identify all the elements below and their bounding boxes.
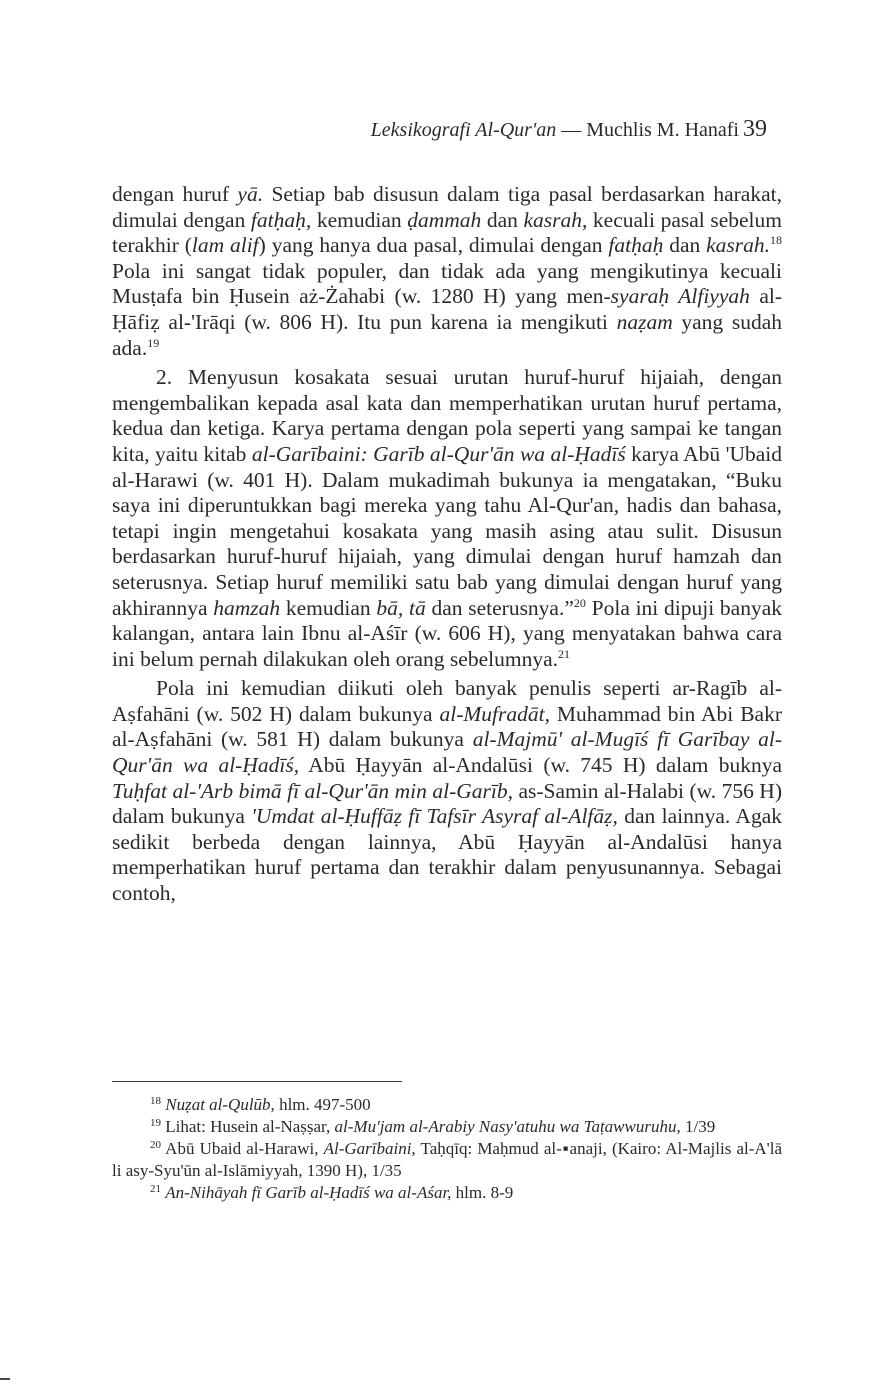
footnote-ref-21[interactable]: 21	[558, 646, 570, 661]
text-run: kecuali pasal sebelum terakhir (	[112, 207, 782, 258]
text-run: Taḥqīq: Maḥmud al-▪anaji, (Kairo: Al-Majlis al-A'lā li asy-Syu'ūn al-Islāmiyyah, 1390 H), 1/35	[112, 1139, 782, 1180]
text-run: dengan huruf	[112, 182, 238, 206]
italic-term: fatḥaḥ	[608, 233, 664, 258]
header-book-title: Leksikografi Al-Qur'an	[370, 119, 557, 141]
text-run: hlm. 497-500	[274, 1095, 371, 1114]
footnote-21	[112, 1182, 782, 1204]
text-run: kemudian	[311, 207, 408, 232]
italic-term: al-Majmū' al-Mugīś fī Garībay al-Qur'ān wa al-Ḥadīś,	[112, 727, 783, 778]
italic-term: hamzah	[213, 595, 281, 620]
italic-term: 'Umdat al-Ḥuffāẓ fī Tafsīr Asyraf al-Alfāẓ,	[251, 804, 618, 829]
text-run: Pola ini sangat tidak populer, dan tidak ada yang mengikutinya kecuali Musṭafa bin Ḥusein aż-Żahabi (w. 1280 H) yang men-	[112, 258, 782, 309]
text-run: 2. Menyusun kosakata sesuai urutan huruf-huruf hijaiah, dengan mengembalikan kepada asal kata dan memperhatikan urutan huruf pertama, kedua dan ketiga. Karya pertama dengan pola seperti yang sampai ke tangan kita, yaitu kitab	[112, 365, 782, 466]
paragraph-2	[112, 365, 782, 672]
header-author: Muchlis M. Hanafi	[586, 119, 739, 141]
footnote-divider	[112, 1081, 402, 1082]
text-run: dan seterusnya.”	[425, 595, 574, 620]
paragraph-1	[112, 182, 782, 361]
footnote-number: 21	[150, 1183, 161, 1195]
text-run: as-Samin al-Halabi (w. 756 H) dalam bukunya	[112, 778, 782, 829]
italic-term: fatḥaḥ,	[250, 207, 312, 232]
italic-term: lam alif	[191, 233, 259, 258]
text-run: dan	[481, 207, 524, 232]
text-run: hlm. 8-9	[451, 1183, 514, 1202]
text-run: Pola ini dipuji banyak kalangan, antara lain Ibnu al-Aśīr (w. 606 H), yang menyatakan bahwa cara ini belum pernah dilakukan oleh orang sebelumnya.	[112, 595, 782, 671]
footnotes	[112, 1094, 782, 1204]
italic-term: kasrah,	[523, 207, 588, 232]
footnote-18	[112, 1094, 782, 1116]
italic-term: al-Mu'jam al-Arabiy Nasy'atuhu wa Taṭawwuruhu,	[334, 1117, 681, 1136]
footnote-20	[112, 1138, 782, 1182]
footnote-ref-20[interactable]: 20	[573, 595, 586, 610]
footnote-number: 19	[150, 1117, 161, 1129]
text-run: dan	[663, 233, 707, 258]
text-run: kemudian	[280, 595, 377, 620]
footnote-ref-18[interactable]: 18	[770, 233, 783, 248]
header-separator: —	[556, 119, 587, 141]
footnote-ref-19[interactable]: 19	[147, 335, 160, 350]
text-run: Muhammad bin Abi Bakr al-Aṣfahāni (w. 581 H) dalam bukunya	[112, 701, 782, 752]
body-text	[112, 182, 782, 907]
italic-term: syaraḥ Alfiyyah	[610, 284, 750, 309]
italic-term: Al-Garībaini,	[323, 1139, 416, 1158]
text-run: al-Ḥāfiẓ al-'Irāqi (w. 806 H). Itu pun karena ia mengikuti	[112, 284, 783, 334]
italic-term: An-Nihāyah fī Garīb al-Ḥadīś wa al-Aśar,	[165, 1183, 452, 1202]
text-run: Pola ini kemudian diikuti oleh banyak penulis seperti ar-Ragīb al-Aṣfahāni (w. 502 H) dalam bukunya	[112, 676, 782, 726]
text-run: yang sudah ada.	[112, 309, 783, 360]
italic-term: kasrah.	[706, 233, 771, 258]
footnote-number: 18	[150, 1095, 161, 1107]
italic-term: ḍammah	[407, 207, 482, 232]
text-run: karya Abū 'Ubaid al-Harawi (w. 401 H). Dalam mukadimah bukunya ia mengatakan, “Buku saya ini diperuntukkan bagi mereka yang tahu Al-Qur'an, hadis dan bahasa, tetapi ingin mengetahui kosakata yang masih asing atau sulit. Disusun berdasarkan huruf-huruf hijaiah, yang dimulai dengan huruf hamzah dan seterusnya. Setiap huruf memiliki satu bab yang dimulai dengan huruf yang akhirannya	[112, 441, 782, 620]
italic-term: Tuḥfat al-'Arb bimā fī al-Qur'ān min al-Garīb,	[112, 778, 514, 803]
text-run: ) yang hanya dua pasal, dimulai dengan	[258, 233, 609, 258]
text-run: Setiap bab disusun dalam tiga pasal berdasarkan harakat, dimulai dengan	[112, 182, 782, 232]
text-run: Abū Ḥayyān al-Andalūsi (w. 745 H) dalam buknya	[299, 753, 782, 778]
italic-term: al-Garībaini: Garīb al-Qur'ān wa al-Ḥadīś	[251, 441, 626, 466]
text-run: Abū Ubaid al-Harawi,	[161, 1139, 324, 1158]
italic-term: Nuẓat al-Qulūb,	[165, 1095, 275, 1114]
italic-term: yā.	[237, 182, 264, 206]
footnote-number: 20	[150, 1139, 161, 1151]
footnote-19	[112, 1116, 782, 1138]
page-number: 39	[743, 116, 767, 142]
text-run: Lihat: Husein al-Naṣṣar,	[161, 1117, 335, 1136]
paragraph-3	[112, 676, 782, 906]
running-header	[371, 116, 767, 143]
italic-term: naẓam	[616, 309, 673, 334]
italic-term: al-Mufradāt,	[439, 701, 550, 726]
italic-term: bā, tā	[376, 595, 426, 620]
scan-edge-mark	[0, 1378, 10, 1380]
text-run: dan lainnya. Agak sedikit berbeda dengan lainnya, Abū Ḥayyān al-Andalūsi hanya memperhatikan huruf pertama dan terakhir dalam penyusunannya. Sebagai contoh,	[112, 804, 782, 906]
text-run: 1/39	[680, 1117, 716, 1136]
